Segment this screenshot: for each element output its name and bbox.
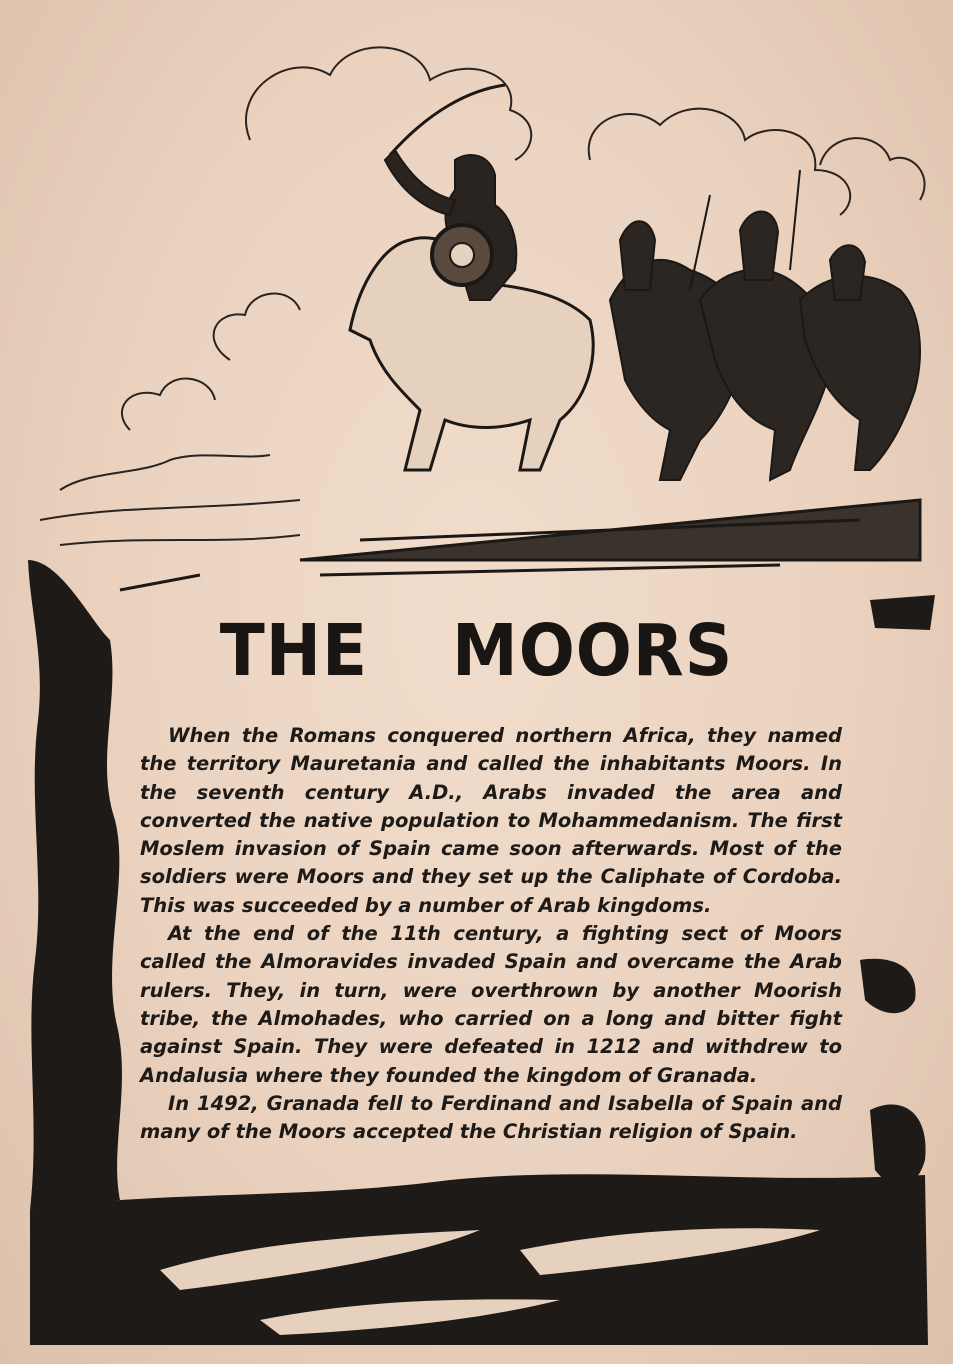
article-body <box>140 722 842 1146</box>
paragraph: When the Romans conquered northern Africa, they named the territory Mauretania and called the inhabitants Moors. In the seventh century A.D., Arabs invaded the area and converted the native population to Mohammedanism. The first Moslem invasion of Spain came soon afterwards. Most of the soldiers were Moors and they set up the Caliphate of Cordoba. This was succeeded by a number of Arab kingdoms. <box>140 724 842 917</box>
paragraph: At the end of the 11th century, a fighting sect of Moors called the Almoravides invaded Spain and overcame the Arab rulers. They, in turn, were overthrown by another Moorish tribe, the Almohades, who carried on a long and bitter fight against Spain. They were defeated in 1212 and withdrew to Andalusia where they founded the kingdom of Granada. <box>140 922 842 1087</box>
paragraph: In 1492, Granada fell to Ferdinand and Isabella of Spain and many of the Moors accepted the Christian religion of Spain. <box>140 1091 842 1144</box>
page-title: THE MOORS <box>219 608 734 693</box>
